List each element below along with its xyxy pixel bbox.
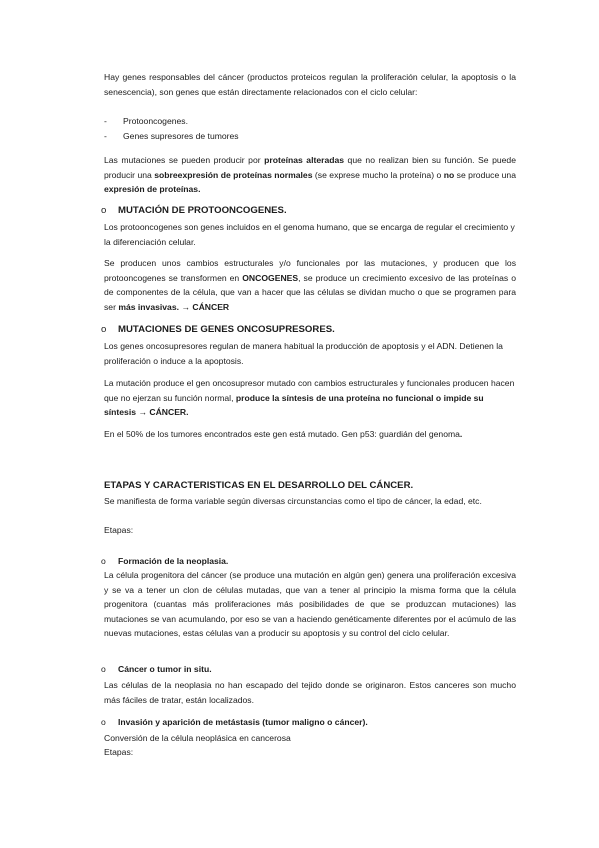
invasion-paragraph: Conversión de la célula neoplásica en cancerosa bbox=[104, 733, 291, 743]
stages-label: Etapas: bbox=[104, 525, 134, 535]
bullet-icon: o bbox=[101, 324, 107, 335]
formation-paragraph: La célula progenitora del cáncer (se produce una mutación en algún gen) genera una proliferación excesiva y se va a tener un clon de células mutadas, que van a tener al principio la misma forma que la célula progenitora (cuantas más proliferaciones más posibilidades de que se produzcan mutaciones) las mutaciones se van acumulando, por eso se van a haciendo genéticamente diferentes por el acúmulo de las nuevas mutaciones, estas células van a producir su apoptosis y su control del ciclo celular. bbox=[104, 570, 516, 639]
subsection-heading: o Invasión y aparición de metástasis (tumor maligno o cáncer). bbox=[118, 715, 368, 730]
list-item: - Genes supresores de tumores bbox=[104, 131, 239, 141]
invasion-stages-label: Etapas: bbox=[104, 747, 134, 757]
oncosupresores-mutation-paragraph: La mutación produce el gen oncosupresor mutado con cambios estructurales y funcionales producen hacen que no ejerzan su función normal, produce la síntesis de una proteína no funcional o impide su síntesis → CÁNCER. bbox=[104, 378, 515, 418]
section-heading: o MUTACIONES DE GENES ONCOSUPRESORES. bbox=[118, 323, 335, 338]
section-heading: o MUTACIÓN DE PROTOONCOGENES. bbox=[118, 204, 287, 219]
bullet-icon: o bbox=[101, 664, 106, 674]
bullet-icon: o bbox=[101, 205, 107, 216]
subsection-heading: o Cáncer o tumor in situ. bbox=[118, 662, 212, 677]
mutations-paragraph: Las mutaciones se pueden producir por proteínas alteradas que no realizan bien su función. Se puede producir una sobreexpresión de proteínas normales (se exprese mucho la proteína) o no se produce una expresión de proteínas. bbox=[104, 155, 516, 195]
insitu-paragraph: Las células de la neoplasia no han escapado del tejido donde se originaron. Estos canceres son mucho más fáciles de tratar, están localizados. bbox=[104, 680, 516, 705]
bullet-icon: o bbox=[101, 717, 106, 727]
bullet-icon: o bbox=[101, 556, 106, 566]
protooncogenes-definition: Los protooncogenes son genes incluidos en el genoma humano, que se encarga de regular el crecimiento y la diferenciación celular. bbox=[104, 222, 515, 247]
p53-paragraph: En el 50% de los tumores encontrados este gen está mutado. Gen p53: guardián del genoma. bbox=[104, 429, 463, 439]
stages-heading: ETAPAS Y CARACTERISTICAS EN EL DESARROLLO DEL CÁNCER. bbox=[104, 480, 414, 491]
oncosupresores-definition: Los genes oncosupresores regulan de manera habitual la producción de apoptosis y el ADN. Detienen la proliferación o induce a la apoptosis. bbox=[104, 341, 503, 366]
intro-paragraph: Hay genes responsables del cáncer (productos proteicos regulan la proliferación celular, la apoptosis o la senescencia), son genes que están directamente relacionados con el ciclo celular: bbox=[104, 72, 516, 97]
protooncogenes-mutation-paragraph: Se producen unos cambios estructurales y/o funcionales por las mutaciones, y producen que los protooncogenes se transformen en ONCOGENES, se produce un crecimiento excesivo de las proteínas o de componentes de la célula, que van a hacer que las células se dividan mucho o que se programen para ser más invasivas. → CÁNCER bbox=[104, 258, 516, 312]
subsection-heading: o Formación de la neoplasia. bbox=[118, 554, 228, 569]
list-item: - Protooncogenes. bbox=[104, 116, 188, 126]
stages-intro: Se manifiesta de forma variable según diversas circunstancias como el tipo de cáncer, la edad, etc. bbox=[104, 496, 482, 506]
